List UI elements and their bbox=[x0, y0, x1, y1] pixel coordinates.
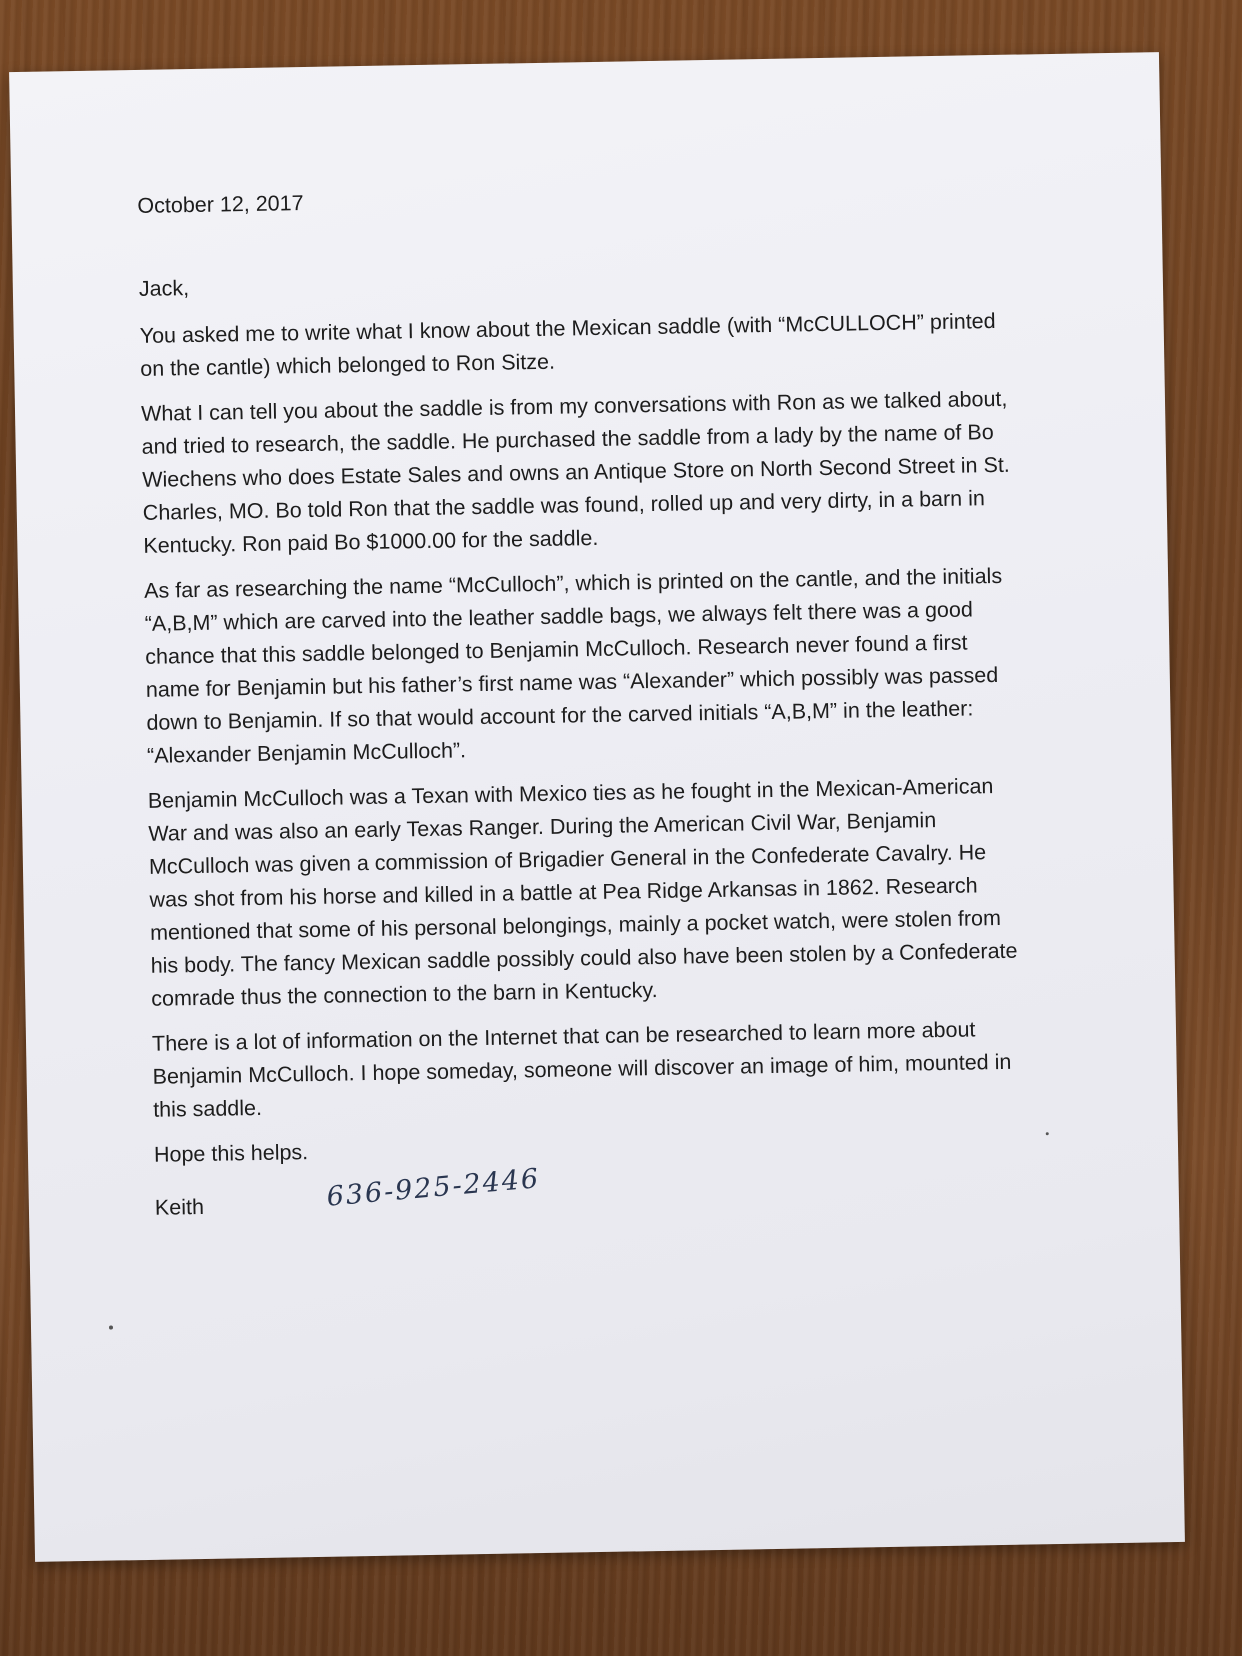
handwritten-phone-number: 636-925-2446 bbox=[325, 1163, 542, 1213]
letter-signature: Keith bbox=[154, 1194, 205, 1220]
letter-paragraph: What I can tell you about the saddle is from my conversations with Ron as we talked about, and tried to research, the saddle. He purchased the saddle from a lady by the name of Bo Wiechens who does Estate Sales and owns an Antique Store on North Second Street in St. Charles, MO. Bo told Ron that the saddle was found, rolled up and very dirty, in a barn in Kentucky. Ron paid Bo $1000.00 for the saddle. bbox=[140, 386, 1010, 558]
letter-paper bbox=[9, 52, 1185, 1562]
letter-date: October 12, 2017 bbox=[137, 191, 304, 218]
letter-body bbox=[137, 175, 1025, 1232]
letter-paragraph: As far as researching the name “McCulloch”, which is printed on the cantle, and the initials “A,B,M” which are carved into the leather saddle bags, we always felt there was a good chance that this saddle belonged to Benjamin McCulloch. Research never found a first name for Benjamin but his father’s first name was “Alexander” which possibly was passed down to Benjamin. If so that would account for the carved initials “A,B,M” in the leather: “Alexander Benjamin McCulloch”. bbox=[143, 563, 1003, 768]
letter-salutation: Jack, bbox=[138, 276, 190, 301]
paper-speck bbox=[1046, 1132, 1049, 1135]
paper-speck bbox=[109, 1326, 113, 1330]
letter-paragraph: There is a lot of information on the Internet that can be researched to learn more about Benjamin McCulloch. I hope someday, someone will discover an image of him, mounted in this saddle. bbox=[151, 1017, 1012, 1122]
signature-row bbox=[154, 1163, 1026, 1232]
letter-paragraph: You asked me to write what I know about the Mexican saddle (with “McCULLOCH” printed on the cantle) which belonged to Ron Sitze. bbox=[139, 308, 996, 381]
letter-paragraph: Benjamin McCulloch was a Texan with Mexico ties as he fought in the Mexican-American War and was also an early Texas Ranger. During the American Civil War, Benjamin McCulloch was given a commission of Brigadier General in the Confederate Cavalry. He was shot from his horse and killed in a battle at Pea Ridge Arkansas in 1862. Research mentioned that some of his personal belongings, mainly a pocket watch, were stolen from his body. The fancy Mexican saddle possibly could also have been stolen by a Confederate comrade thus the connection to the barn in Kentucky. bbox=[147, 774, 1018, 1011]
letter-closing: Hope this helps. bbox=[153, 1140, 309, 1167]
